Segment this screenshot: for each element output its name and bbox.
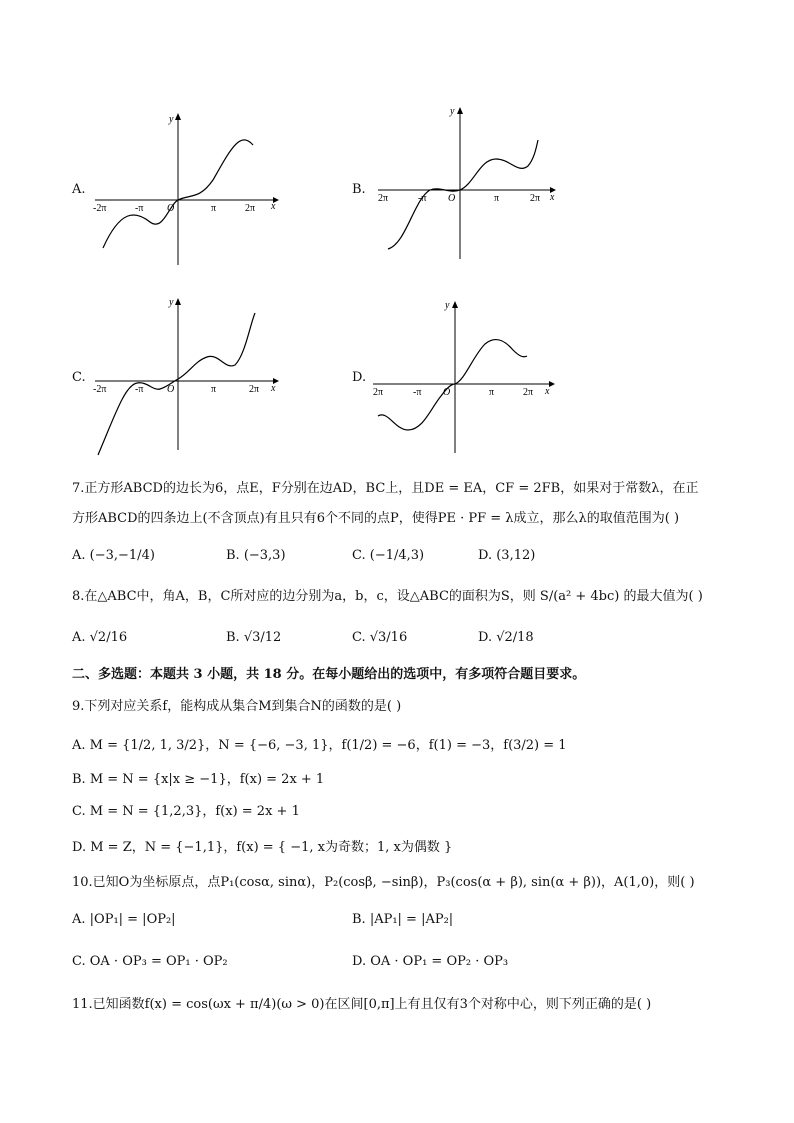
tick-pi: π	[494, 193, 500, 204]
q9-line1: 9.下列对应关系f，能构成从集合M到集合N的函数的是( )	[72, 699, 402, 714]
q11-line1: 11.已知函数f(x) = cos(ωx + π/4)(ω > 0)在区间[0,π]上有且仅有3个对称中心，则下列正确的是( )	[72, 997, 652, 1012]
y-axis-arrow	[175, 298, 181, 305]
q7-line2: 方形ABCD的四条边上(不含顶点)有且只有6个不同的点P，使得PE · PF = λ成立，那么λ的取值范围为( )	[72, 511, 680, 526]
y-axis-arrow	[452, 301, 458, 308]
tick-negpi: -π	[135, 384, 144, 395]
tick-pi: π	[489, 387, 495, 398]
q7-line1: 7.正方形ABCD的边长为6，点E，F分别在边AD，BC上，且DE = EA，CF = 2FB，如果对于常数λ，在正	[72, 481, 699, 496]
q10-option-c[interactable]: C. OA · OP₃ = OP₁ · OP₂	[72, 954, 228, 969]
q10-option-b[interactable]: B. |AP₁| = |AP₂|	[352, 912, 454, 927]
y-axis-arrow	[175, 113, 181, 120]
x-label: x	[545, 386, 550, 397]
q8-line1: 8.在△ABC中，角A，B，C所对应的边分别为a，b，c，设△ABC的面积为S，则 S/(a² + 4bc) 的最大值为( )	[72, 589, 703, 604]
q7-option-a[interactable]: A. (−3,−1/4)	[72, 548, 155, 563]
q7-option-b[interactable]: B. (−3,3)	[226, 548, 286, 563]
origin-label: O	[167, 384, 175, 395]
graph-option-a[interactable]	[95, 110, 280, 270]
graph-d-label: D.	[352, 370, 367, 385]
q8-option-b[interactable]: B. √3/12	[226, 630, 282, 645]
q9-option-b[interactable]: B. M = N = {x|x ≥ −1}，f(x) = 2x + 1	[72, 772, 325, 787]
tick-neg2pi: 2π	[378, 193, 389, 204]
graph-c-label: C.	[72, 370, 86, 385]
q9-option-c[interactable]: C. M = N = {1,2,3}，f(x) = 2x + 1	[72, 804, 300, 819]
q9-option-d[interactable]: D. M = Z，N = {−1,1}，f(x) = { −1, x为奇数；1, x为偶数 }	[72, 840, 453, 855]
curve-d	[378, 340, 527, 430]
tick-negpi: -π	[418, 193, 427, 204]
origin-label: O	[443, 387, 451, 398]
x-axis-arrow	[549, 381, 555, 387]
origin-label: O	[167, 203, 175, 214]
q8-option-d[interactable]: D. √2/18	[478, 630, 534, 645]
curve-b	[388, 140, 541, 249]
tick-pi: π	[211, 384, 217, 395]
tick-pi: π	[211, 203, 217, 214]
x-label: x	[271, 383, 276, 394]
graph-a-label: A.	[72, 182, 86, 197]
graph-option-c[interactable]	[95, 295, 280, 455]
section-heading: 二、多选题：本题共 3 小题，共 18 分。在每小题给出的选项中，有多项符合题目要求。	[72, 667, 586, 682]
tick-negpi: -π	[413, 387, 422, 398]
q10-option-a[interactable]: A. |OP₁| = |OP₂|	[72, 912, 176, 927]
q8-option-c[interactable]: C. √3/16	[352, 630, 408, 645]
q9-option-a[interactable]: A. M = {1/2, 1, 3/2}，N = {−6, −3, 1}，f(1/2) = −6，f(1) = −3，f(3/2) = 1	[72, 738, 567, 753]
tick-2pi: 2π	[245, 203, 256, 214]
tick-neg2pi: -2π	[93, 384, 107, 395]
tick-2pi: 2π	[530, 193, 541, 204]
curve-c	[98, 313, 255, 455]
tick-neg2pi: 2π	[373, 387, 384, 398]
q10-line1: 10.已知O为坐标原点，点P₁(cosα, sinα)，P₂(cosβ, −sinβ)，P₃(cos(α + β), sin(α + β))，A(1,0)，则( )	[72, 875, 695, 890]
q7-option-c[interactable]: C. (−1/4,3)	[352, 548, 425, 563]
y-label: y	[169, 114, 174, 125]
q10-option-d[interactable]: D. OA · OP₁ = OP₂ · OP₃	[352, 954, 509, 969]
tick-2pi: 2π	[249, 384, 260, 395]
y-label: y	[169, 297, 174, 308]
q8-option-a[interactable]: A. √2/16	[72, 630, 128, 645]
x-label: x	[271, 201, 276, 212]
y-axis-arrow	[457, 107, 463, 114]
q7-option-d[interactable]: D. (3,12)	[478, 548, 536, 563]
x-label: x	[550, 192, 555, 203]
y-label: y	[450, 106, 455, 117]
graph-option-d[interactable]	[373, 298, 558, 458]
origin-label: O	[448, 193, 456, 204]
tick-2pi: 2π	[523, 387, 534, 398]
graph-b-label: B.	[352, 182, 366, 197]
graph-option-b[interactable]	[378, 104, 563, 264]
y-label: y	[445, 300, 450, 311]
tick-neg2pi: -2π	[93, 203, 107, 214]
tick-negpi: -π	[135, 203, 144, 214]
